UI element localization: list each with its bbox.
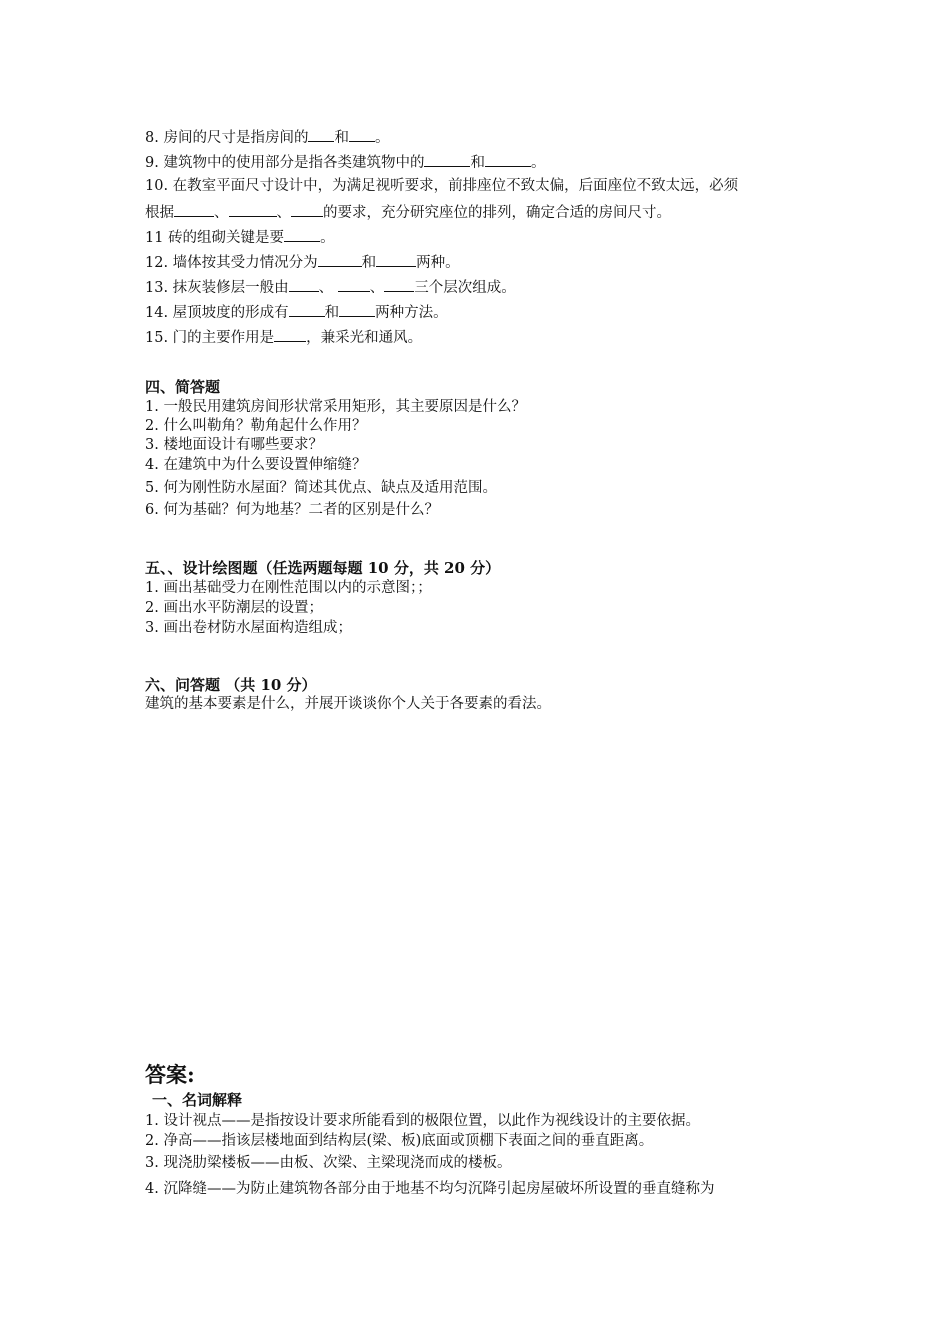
answer-blank bbox=[376, 251, 416, 267]
answer-blank bbox=[338, 276, 370, 292]
answer-blank bbox=[339, 301, 375, 317]
question-11 bbox=[145, 226, 335, 248]
answer-blank bbox=[284, 226, 320, 242]
q-text: 、 bbox=[214, 205, 229, 221]
q-text: 两种。 bbox=[416, 255, 460, 271]
q-number: 10. bbox=[145, 178, 173, 194]
q-text: 、 bbox=[276, 205, 291, 221]
q-text: 。 bbox=[374, 130, 390, 146]
q-text: 和 bbox=[324, 305, 340, 321]
section-5-item: 2. 画出水平防潮层的设置； bbox=[145, 600, 323, 616]
section-4-item: 6. 何为基础？何为地基？二者的区别是什么？ bbox=[145, 502, 439, 518]
q-text: 。 bbox=[320, 230, 335, 246]
q-text: 。 bbox=[530, 155, 546, 171]
answer-blank bbox=[289, 301, 325, 317]
q-number: 8. bbox=[145, 130, 164, 146]
answer-item: 1. 设计视点——是指按设计要求所能看到的极限位置，以此作为视线设计的主要依据。 bbox=[145, 1113, 700, 1129]
question-12 bbox=[145, 251, 460, 273]
section-4-item: 4. 在建筑中为什么要设置伸缩缝？ bbox=[145, 457, 367, 473]
q-text: ，兼采光和通风。 bbox=[306, 330, 423, 346]
q-text: 和 bbox=[334, 130, 349, 146]
answer-item: 4. 沉降缝——为防止建筑物各部分由于地基不均匀沉降引起房屋破坏所设置的垂直缝称为 bbox=[145, 1181, 715, 1197]
q-text: 三个层次组成。 bbox=[414, 280, 516, 296]
section-4-item: 3. 楼地面设计有哪些要求？ bbox=[145, 437, 323, 453]
section-4-item: 5. 何为刚性防水屋面？简述其优点、缺点及适用范围。 bbox=[145, 480, 497, 496]
q-text: 砖的组砌关键是要 bbox=[168, 230, 285, 246]
question-10 bbox=[145, 176, 738, 196]
q-text: 屋顶坡度的形成有 bbox=[172, 305, 289, 321]
q-text: 、 bbox=[318, 280, 334, 296]
answer-item: 3. 现浇肋梁楼板——由板、次梁、主梁现浇而成的楼板。 bbox=[145, 1155, 512, 1171]
answer-blank bbox=[485, 151, 531, 167]
question-8 bbox=[145, 126, 389, 148]
section-6-text: 建筑的基本要素是什么，并展开谈谈你个人关于各要素的看法。 bbox=[145, 696, 551, 712]
answers-title: 答案: bbox=[145, 1062, 195, 1087]
section-4-heading: 四、简答题 bbox=[145, 378, 221, 396]
answer-blank bbox=[424, 151, 470, 167]
q-number: 9. bbox=[145, 155, 164, 171]
section-6-heading: 六、问答题 （共 10 分） bbox=[145, 676, 317, 694]
q-number: 13. bbox=[145, 280, 173, 296]
answer-blank bbox=[318, 251, 362, 267]
q-number: 15. bbox=[145, 330, 173, 346]
q-text: 两种方法。 bbox=[375, 305, 448, 321]
answers-subheading: 一、名词解释 bbox=[152, 1091, 243, 1109]
q-text: 的要求，充分研究座位的排列，确定合适的房间尺寸。 bbox=[323, 205, 671, 221]
q-number: 11 bbox=[145, 230, 169, 246]
section-5-item: 3. 画出卷材防水屋面构造组成； bbox=[145, 620, 352, 636]
answer-item: 2. 净高——指该层楼地面到结构层(梁、板)底面或顶棚下表面之间的垂直距离。 bbox=[145, 1133, 654, 1149]
answer-blank bbox=[384, 276, 414, 292]
q-text: 和 bbox=[470, 155, 485, 171]
question-10-cont bbox=[145, 201, 671, 223]
q-number: 14. bbox=[145, 305, 173, 321]
section-4-item: 1. 一般民用建筑房间形状常采用矩形，其主要原因是什么？ bbox=[145, 399, 526, 415]
section-5-heading: 五、、设计绘图题（任选两题每题 10 分，共 20 分） bbox=[145, 559, 501, 577]
question-14 bbox=[145, 301, 448, 323]
question-13 bbox=[145, 276, 516, 298]
q-text: 墙体按其受力情况分为 bbox=[172, 255, 318, 271]
question-9 bbox=[145, 151, 545, 173]
answer-blank bbox=[229, 201, 277, 217]
question-15 bbox=[145, 326, 422, 348]
q-text: 和 bbox=[361, 255, 377, 271]
answer-blank bbox=[308, 126, 334, 142]
q-text: 抹灰装修层一般由 bbox=[172, 280, 289, 296]
answer-blank bbox=[289, 276, 319, 292]
section-5-item: 1. 画出基础受力在刚性范围以内的示意图；； bbox=[145, 580, 432, 596]
section-4-item: 2. 什么叫勒角？勒角起什么作用？ bbox=[145, 418, 367, 434]
answer-blank bbox=[274, 326, 306, 342]
answer-blank bbox=[174, 201, 214, 217]
q-text: 门的主要作用是 bbox=[172, 330, 275, 346]
answer-blank bbox=[291, 201, 323, 217]
q-text: 建筑物中的使用部分是指各类建筑物中的 bbox=[163, 155, 425, 171]
q-text: 、 bbox=[369, 280, 385, 296]
answer-blank bbox=[349, 126, 375, 142]
q-text: 房间的尺寸是指房间的 bbox=[163, 130, 309, 146]
q-text: 在教室平面尺寸设计中，为满足视听要求，前排座位不致太偏，后面座位不致太远，必须 bbox=[172, 178, 739, 194]
q-number: 12. bbox=[145, 255, 173, 271]
q-text: 根据 bbox=[145, 205, 174, 221]
